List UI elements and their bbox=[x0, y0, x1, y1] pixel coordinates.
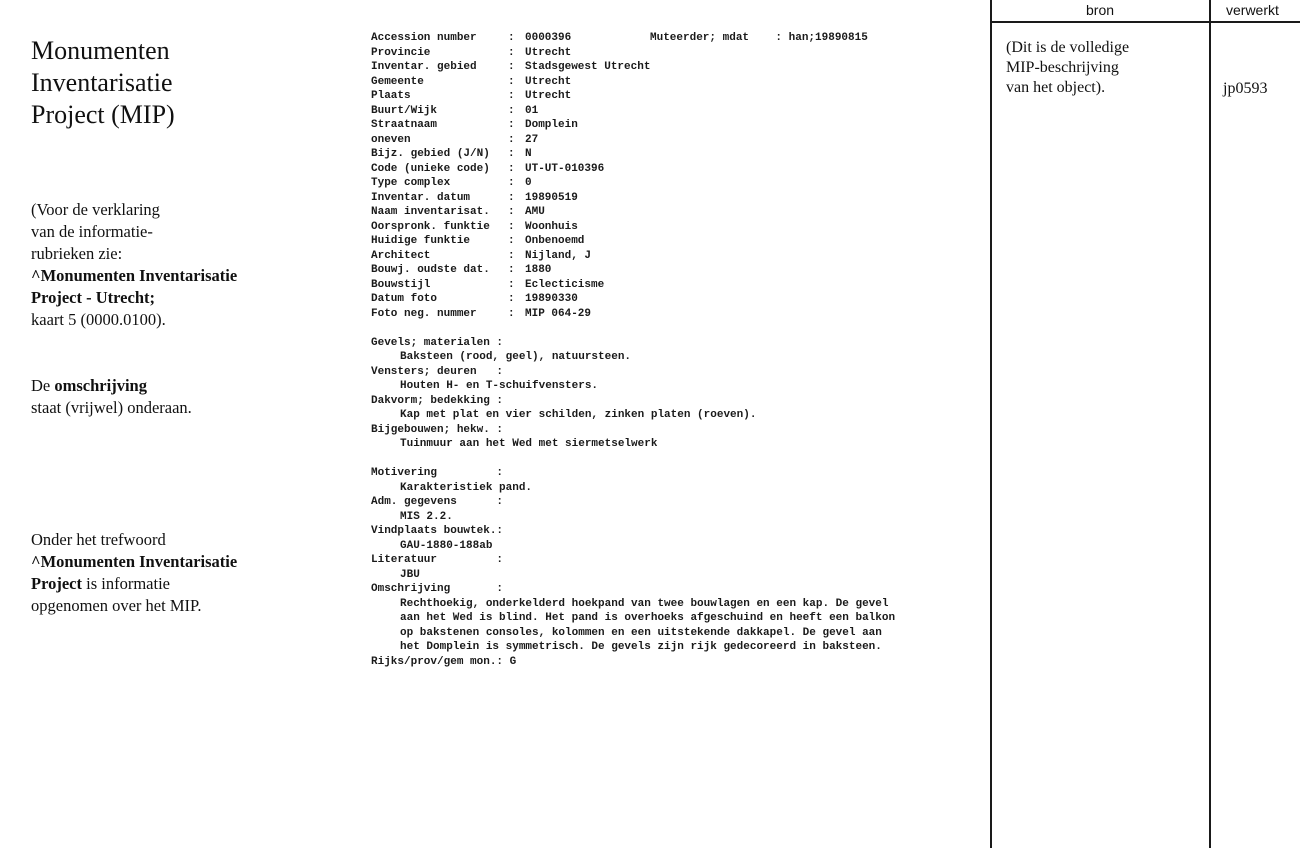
table-divider-middle bbox=[1209, 0, 1211, 848]
vindplaats-label: Vindplaats bouwtek.: bbox=[371, 525, 504, 537]
field-label: Inventar. datum bbox=[371, 191, 471, 204]
bron-line: (Dit is de volledige bbox=[1006, 39, 1130, 56]
field-label: Naam inventarisat. bbox=[371, 206, 490, 218]
field-separator: : bbox=[508, 264, 515, 276]
bijgebouwen-value: Tuinmuur aan het Wed met siermetselwerk bbox=[400, 438, 658, 450]
note-line: opgenomen over het MIP. bbox=[31, 596, 202, 615]
record-field-row bbox=[371, 60, 971, 75]
record-field-row bbox=[371, 191, 971, 206]
dakvorm-value: Kap met plat en vier schilden, zinken platen (roeven). bbox=[400, 409, 757, 421]
record-field-row bbox=[371, 147, 971, 162]
field-value: 01 bbox=[525, 104, 539, 117]
note-line: rubrieken zie: bbox=[31, 244, 123, 263]
field-label: Bouwj. oudste dat. bbox=[371, 264, 490, 276]
field-separator: : bbox=[508, 46, 515, 59]
note-line: kaart 5 (0000.0100). bbox=[31, 310, 166, 329]
field-value: MIP 064-29 bbox=[525, 307, 592, 320]
field-label: Foto neg. nummer bbox=[371, 307, 477, 320]
note-bold-line: ^Monumenten Inventarisatie bbox=[31, 266, 238, 285]
bijgebouwen-label: Bijgebouwen; hekw. : bbox=[371, 423, 504, 436]
omschrijving-label: Omschrijving : bbox=[371, 583, 504, 595]
motivering-value: Karakteristiek pand. bbox=[400, 481, 533, 494]
field-label: Gemeente bbox=[371, 75, 424, 88]
record-field-row bbox=[371, 234, 971, 249]
field-separator: : bbox=[508, 119, 515, 131]
record-field-row bbox=[371, 220, 971, 235]
omschrijving-line: op bakstenen consoles, kolommen en een uitstekende dakkapel. De gevel aan bbox=[400, 626, 882, 639]
field-value: 19890330 bbox=[525, 293, 578, 305]
note-bold-line: ^Monumenten Inventarisatie bbox=[31, 552, 238, 571]
record-field-row bbox=[371, 205, 971, 220]
note-text: De bbox=[31, 376, 55, 395]
field-separator: : bbox=[508, 293, 515, 305]
field-separator: : bbox=[508, 75, 515, 88]
note-line: staat (vrijwel) onderaan. bbox=[31, 398, 192, 417]
vindplaats-value: GAU-1880-188ab bbox=[400, 539, 493, 552]
field-value: Nijland, J bbox=[525, 249, 592, 262]
field-label: oneven bbox=[371, 133, 411, 146]
muteerder-field: Muteerder; mdat : han;19890815 bbox=[650, 32, 868, 44]
field-label: Datum foto bbox=[371, 293, 438, 305]
legend-reference-note bbox=[31, 199, 237, 331]
record-field-row bbox=[371, 75, 971, 90]
field-separator: : bbox=[508, 133, 515, 146]
field-value: 1880 bbox=[525, 264, 552, 276]
field-value: 0000396 bbox=[525, 32, 572, 44]
record-field-row bbox=[371, 176, 971, 191]
description-location-note bbox=[31, 375, 192, 419]
table-divider-left bbox=[990, 0, 992, 848]
bron-cell bbox=[1006, 38, 1206, 98]
dakvorm-label: Dakvorm; bedekking : bbox=[371, 394, 504, 407]
field-separator: : bbox=[508, 32, 515, 44]
record-field-row bbox=[371, 162, 971, 177]
note-line: van de informatie- bbox=[31, 222, 153, 241]
field-separator: : bbox=[508, 278, 515, 291]
record-field-row bbox=[371, 249, 971, 264]
field-label: Oorspronk. funktie bbox=[371, 220, 490, 233]
field-separator: : bbox=[508, 104, 515, 117]
field-separator: : bbox=[508, 220, 515, 233]
title-line: Project (MIP) bbox=[31, 100, 175, 129]
field-value: Utrecht bbox=[525, 46, 572, 59]
field-label: Type complex bbox=[371, 177, 451, 189]
field-value: 19890519 bbox=[525, 191, 578, 204]
field-value: Woonhuis bbox=[525, 220, 578, 233]
record-field-row bbox=[371, 118, 971, 133]
note-bold-line: Project - Utrecht; bbox=[31, 288, 155, 307]
field-separator: : bbox=[508, 148, 515, 160]
column-header-bron: bron bbox=[1086, 2, 1115, 18]
note-bold-text: Project bbox=[31, 574, 82, 593]
field-separator: : bbox=[508, 90, 515, 102]
record-fields bbox=[371, 31, 971, 321]
field-value: Utrecht bbox=[525, 75, 572, 88]
field-value: Onbenoemd bbox=[525, 235, 585, 247]
field-value: Domplein bbox=[525, 119, 578, 131]
field-separator: : bbox=[508, 206, 515, 218]
field-label: Plaats bbox=[371, 90, 411, 102]
field-value: AMU bbox=[525, 206, 545, 218]
bron-line: van het object). bbox=[1006, 79, 1106, 96]
note-bold-text: omschrijving bbox=[54, 376, 147, 395]
field-label: Inventar. gebied bbox=[371, 61, 477, 73]
omschrijving-line: Rechthoekig, onderkelderd hoekpand van twee bouwlagen en een kap. De gevel bbox=[400, 597, 889, 610]
field-separator: : bbox=[508, 162, 515, 175]
field-separator: : bbox=[508, 307, 515, 320]
field-value: UT-UT-010396 bbox=[525, 162, 605, 175]
note-line: (Voor de verklaring bbox=[31, 200, 160, 219]
note-line: Onder het trefwoord bbox=[31, 530, 166, 549]
bron-line: MIP-beschrijving bbox=[1006, 59, 1119, 76]
field-label: Bouwstijl bbox=[371, 278, 431, 291]
column-header-verwerkt: verwerkt bbox=[1226, 2, 1279, 18]
field-separator: : bbox=[508, 61, 515, 73]
field-separator: : bbox=[508, 177, 515, 189]
record-field-row bbox=[371, 89, 971, 104]
field-value: 27 bbox=[525, 133, 539, 146]
note-text: is informatie bbox=[82, 574, 170, 593]
keyword-note bbox=[31, 529, 237, 617]
field-separator: : bbox=[508, 191, 515, 204]
record-field-row bbox=[371, 263, 971, 278]
verwerkt-cell: jp0593 bbox=[1223, 80, 1268, 97]
field-label: Provincie bbox=[371, 46, 431, 59]
literatuur-value: JBU bbox=[400, 568, 420, 581]
field-label: Architect bbox=[371, 249, 431, 262]
rijks-status: Rijks/prov/gem mon.: G bbox=[371, 655, 517, 668]
literatuur-label: Literatuur : bbox=[371, 554, 504, 566]
field-label: Bijz. gebied (J/N) bbox=[371, 148, 490, 160]
field-value: Utrecht bbox=[525, 90, 572, 102]
record-field-row bbox=[371, 46, 971, 61]
adm-label: Adm. gegevens : bbox=[371, 496, 504, 508]
left-column bbox=[31, 35, 331, 615]
title-line: Inventarisatie bbox=[31, 68, 173, 97]
omschrijving-line: het Domplein is symmetrisch. De gevels zijn rijk gedecoreerd in baksteen. bbox=[400, 641, 882, 653]
field-separator: : bbox=[508, 235, 515, 247]
record-field-row bbox=[371, 278, 971, 293]
field-value: N bbox=[525, 148, 532, 160]
field-label: Code (unieke code) bbox=[371, 162, 490, 175]
page-title bbox=[31, 35, 331, 131]
motivering-label: Motivering : bbox=[371, 467, 504, 479]
field-value: Stadsgewest Utrecht bbox=[525, 61, 651, 73]
field-value: 0 bbox=[525, 177, 532, 189]
field-label: Straatnaam bbox=[371, 119, 438, 131]
record-field-row bbox=[371, 133, 971, 148]
field-label: Buurt/Wijk bbox=[371, 104, 438, 117]
vensters-label: Vensters; deuren : bbox=[371, 365, 504, 378]
field-label: Huidige funktie bbox=[371, 235, 471, 247]
record-field-row bbox=[371, 292, 971, 307]
record-field-row bbox=[371, 307, 971, 322]
vensters-value: Houten H- en T-schuifvensters. bbox=[400, 380, 599, 392]
field-label: Accession number bbox=[371, 32, 477, 44]
adm-value: MIS 2.2. bbox=[400, 510, 453, 523]
record-field-row bbox=[371, 104, 971, 119]
field-separator: : bbox=[508, 249, 515, 262]
gevels-value: Baksteen (rood, geel), natuursteen. bbox=[400, 351, 632, 363]
table-header-rule bbox=[990, 21, 1300, 23]
gevels-label: Gevels; materialen : bbox=[371, 336, 504, 349]
field-value: Eclecticisme bbox=[525, 278, 605, 291]
mip-record bbox=[371, 31, 971, 669]
omschrijving-line: aan het Wed is blind. Het pand is overhoeks afgeschuind en heeft een balkon bbox=[400, 612, 896, 624]
title-line: Monumenten bbox=[31, 36, 170, 65]
